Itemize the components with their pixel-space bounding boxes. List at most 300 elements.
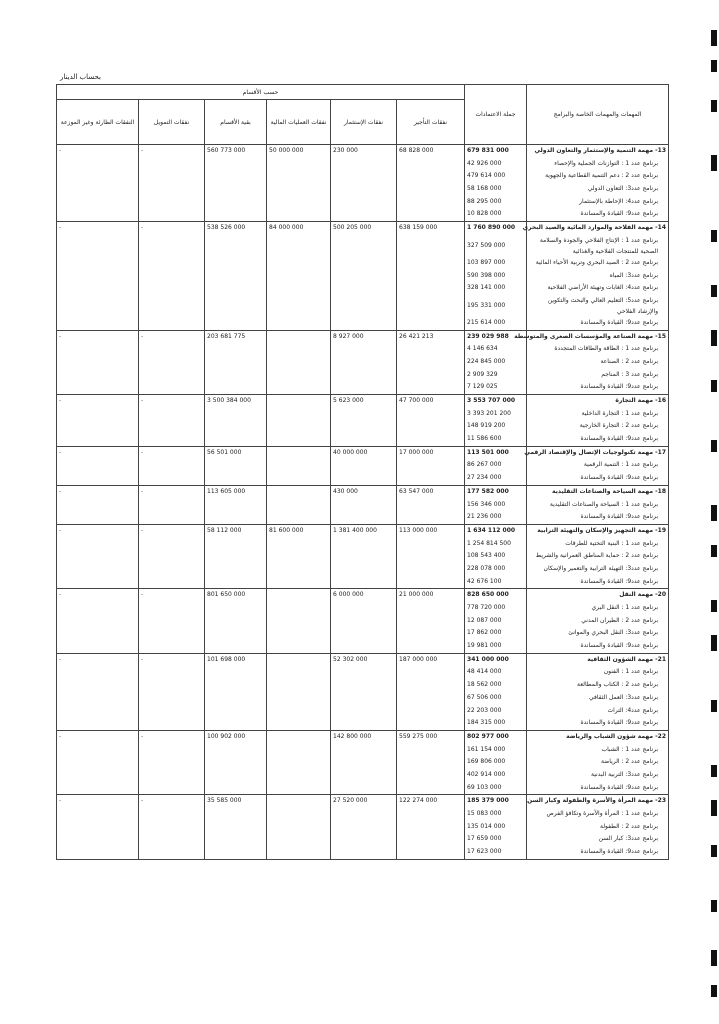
- other-sections-cell: [205, 730, 267, 794]
- program-label: برنامج عدد 1 : الشباب: [601, 745, 659, 753]
- emergency-cell: [57, 395, 139, 447]
- budget-body: [57, 145, 669, 860]
- header-total: جملة الاعتمادات: [465, 85, 527, 145]
- mission-title: [529, 486, 666, 499]
- emergency-cell-value: -: [59, 448, 62, 456]
- rent-cell: [397, 795, 465, 859]
- header-rent: نفقات التأجير: [397, 100, 465, 145]
- financial-ops-cell: [267, 145, 331, 222]
- binding-mark: [711, 800, 717, 816]
- rent-cell: [397, 730, 465, 794]
- emergency-cell-value: -: [59, 332, 62, 340]
- other-sections-cell-value: 560 773 000: [207, 147, 246, 154]
- total-cell: [465, 524, 527, 588]
- financing-cell: [139, 524, 205, 588]
- other-sections-cell: [205, 330, 267, 394]
- program-label: برنامج عدد3: التهيئة الترابية والتعمير والإسكان: [543, 564, 659, 572]
- program-label: برنامج عدد9: القيادة والمساندة: [580, 513, 659, 521]
- mission-row: [57, 330, 669, 394]
- financing-cell: [139, 795, 205, 859]
- financial-ops-cell: [267, 524, 331, 588]
- program-value: 17 623 000: [467, 848, 502, 856]
- mission-total: 1 760 890 000: [467, 224, 516, 232]
- program-label: برنامج عدد9: القيادة والمساندة: [580, 719, 659, 727]
- mission-title: [514, 331, 667, 344]
- invest-cell-value: 500 205 000: [333, 224, 372, 232]
- program-label: برنامج عدد9: القيادة والمساندة: [580, 642, 659, 650]
- emergency-cell: [57, 653, 139, 730]
- invest-cell: [331, 524, 397, 588]
- binding-marks: [705, 0, 719, 1024]
- mission-row: [57, 589, 669, 653]
- binding-mark: [711, 900, 717, 912]
- program-value: 2 909 329: [467, 370, 498, 378]
- program-label: برنامج عدد9: القيادة والمساندة: [580, 435, 659, 443]
- emergency-cell-value: -: [59, 147, 62, 154]
- program-label: برنامج عدد 2 : الصيد البحري وتربية الأحياء المائية: [535, 258, 659, 266]
- mission-number: 15-: [655, 332, 667, 340]
- mission-total: 239 029 988: [467, 332, 509, 340]
- mission-title-text: مهمة الشؤون الثقافية: [587, 655, 654, 663]
- header-invest: نفقات الإستثمار: [331, 100, 397, 145]
- emergency-cell: [57, 730, 139, 794]
- program-value: 148 919 200: [467, 422, 506, 430]
- invest-cell: [331, 222, 397, 330]
- financial-ops-cell: [267, 446, 331, 485]
- program-value: 42 676 100: [467, 577, 502, 585]
- financial-ops-cell-value: 50 000 000: [269, 147, 304, 154]
- binding-mark: [711, 285, 717, 297]
- mission-total: 177 582 000: [467, 487, 509, 495]
- mission-title-text: مهمة المرأة والأسرة والطفولة وكبار السن: [527, 797, 654, 805]
- program-label: برنامج عدد 1 : الطاقة والطاقات المتجددة: [554, 345, 659, 353]
- mission-number: 21-: [655, 655, 667, 663]
- program-value: 17 862 000: [467, 629, 502, 637]
- financial-ops-cell-value: 84 000 000: [269, 224, 304, 232]
- program-value: 479 614 000: [467, 172, 506, 180]
- financing-cell: [139, 446, 205, 485]
- total-cell: [465, 795, 527, 859]
- financing-cell: [139, 589, 205, 653]
- invest-cell-value: 6 000 000: [333, 591, 364, 599]
- financing-cell: [139, 485, 205, 524]
- mission-cell: [514, 330, 669, 394]
- program-value: 48 414 000: [467, 668, 502, 676]
- other-sections-cell-value: 3 500 384 000: [207, 397, 251, 404]
- mission-title: [529, 654, 666, 667]
- invest-cell-value: 5 623 000: [333, 397, 364, 404]
- program-label: برنامج عدد 1 : النقل البري: [591, 604, 659, 611]
- mission-row: [57, 653, 669, 730]
- invest-cell: [331, 330, 397, 394]
- financing-cell: [139, 330, 205, 394]
- mission-row: [57, 485, 669, 524]
- program-value: 161 154 000: [467, 745, 506, 753]
- other-sections-cell-value: 538 526 000: [207, 224, 246, 232]
- emergency-cell: [57, 330, 139, 394]
- financial-ops-cell-value: [269, 731, 328, 744]
- mission-title-text: مهمة شؤون الشباب والرياضة: [566, 732, 654, 740]
- program-label: برنامج عدد4: التراث: [607, 706, 659, 714]
- mission-total: 3 553 707 000: [467, 397, 516, 404]
- mission-title: [529, 589, 666, 602]
- program-label: برنامج عدد9: القيادة والمساندة: [580, 577, 659, 585]
- rent-cell: [397, 446, 465, 485]
- financial-ops-cell-value: [269, 331, 328, 344]
- mission-total: 1 634 112 000: [467, 526, 516, 534]
- other-sections-cell-value: 58 112 000: [207, 526, 242, 534]
- emergency-cell-value: -: [59, 732, 62, 740]
- mission-cell: [527, 395, 669, 447]
- invest-cell-value: 142 800 000: [333, 732, 372, 740]
- mission-number: 16-: [655, 397, 667, 404]
- program-value: 22 203 000: [467, 706, 502, 714]
- mission-cell: [527, 653, 669, 730]
- binding-mark: [711, 440, 717, 452]
- financial-ops-cell-value: 81 600 000: [269, 526, 304, 534]
- invest-cell-value: 230 000: [333, 147, 358, 154]
- mission-number: 18-: [655, 487, 667, 495]
- mission-row: [57, 795, 669, 859]
- rent-cell-value: 26 421 213: [399, 332, 434, 340]
- total-cell: [465, 395, 527, 447]
- binding-mark: [711, 985, 717, 997]
- binding-mark: [711, 950, 717, 966]
- invest-cell-value: 27 520 000: [333, 797, 368, 805]
- financial-ops-cell: [267, 395, 331, 447]
- other-sections-cell: [205, 589, 267, 653]
- binding-mark: [711, 845, 717, 857]
- mission-title: [529, 731, 666, 744]
- mission-title-text: مهمة تكنولوجيات الإتصال والإقتصاد الرقمي: [524, 448, 654, 456]
- program-label: برنامج عدد4: الغابات وتهيئة الأراضي الفلاحية: [547, 284, 659, 292]
- program-value: 327 509 000: [467, 241, 506, 249]
- financial-ops-cell: [267, 222, 331, 330]
- program-label: برنامج عدد 1 : الإنتاج الفلاحي والجودة والسلامة الصحية للمنتجات الفلاحية والغذائية: [539, 236, 659, 255]
- other-sections-cell-value: 203 681 775: [207, 332, 246, 340]
- other-sections-cell: [205, 395, 267, 447]
- binding-mark: [711, 635, 717, 651]
- other-sections-cell-value: 100 902 000: [207, 732, 246, 740]
- header-missions: المهمات والمهمات الخاصة والبرامج: [527, 85, 669, 145]
- mission-title-text: مهمة السياحة والصناعات التقليدية: [552, 487, 654, 495]
- mission-total: 802 977 000: [467, 732, 509, 740]
- rent-cell-value: 68 828 000: [399, 147, 434, 154]
- mission-cell: [527, 145, 669, 222]
- mission-cell: [527, 485, 669, 524]
- mission-number: 13-: [655, 147, 667, 154]
- emergency-cell-value: -: [59, 487, 62, 495]
- invest-cell-value: 52 302 000: [333, 655, 368, 663]
- program-value: 135 014 000: [467, 822, 506, 830]
- program-value: 88 295 000: [467, 197, 502, 205]
- program-label: برنامج عدد9: القيادة والمساندة: [580, 318, 659, 326]
- rent-cell: [397, 589, 465, 653]
- program-label: برنامج عدد 1 : التوازنات الجملية والإحصاء: [554, 159, 659, 167]
- financing-cell: [139, 395, 205, 447]
- mission-title-text: مهمة النقل: [619, 591, 654, 599]
- emergency-cell: [57, 485, 139, 524]
- total-cell: [465, 485, 527, 524]
- total-cell: [465, 446, 527, 485]
- invest-cell-value: 1 381 400 000: [333, 526, 377, 534]
- mission-total: 828 650 000: [467, 591, 509, 599]
- program-label: برنامج عدد3: المياه: [609, 271, 659, 279]
- financial-ops-cell-value: [269, 589, 328, 602]
- financial-ops-cell: [267, 730, 331, 794]
- program-value: 215 614 000: [467, 318, 506, 326]
- other-sections-cell-value: 35 585 000: [207, 797, 242, 805]
- other-sections-cell: [205, 795, 267, 859]
- program-value: 42 926 000: [467, 159, 502, 167]
- binding-mark: [711, 155, 717, 171]
- program-value: 402 914 000: [467, 770, 506, 778]
- program-value: 58 168 000: [467, 185, 502, 193]
- rent-cell-value: 47 700 000: [399, 397, 434, 404]
- rent-cell: [397, 485, 465, 524]
- financial-ops-cell-value: [269, 395, 328, 408]
- program-value: 3 393 201 200: [467, 409, 511, 417]
- program-label: برنامج عدد 2 : الكتاب والمطالعة: [577, 681, 659, 689]
- mission-title: [529, 145, 666, 158]
- financing-cell-value: -: [141, 797, 144, 805]
- invest-cell: [331, 589, 397, 653]
- mission-title-text: مهمة الصناعة والمؤسسات الصغرى والمتوسطة: [514, 332, 654, 340]
- financing-cell: [139, 145, 205, 222]
- invest-cell: [331, 653, 397, 730]
- mission-row: [57, 524, 669, 588]
- program-value: 195 331 000: [467, 301, 506, 309]
- rent-cell-value: 63 547 000: [399, 487, 434, 495]
- emergency-cell-value: -: [59, 655, 62, 663]
- program-label: برنامج عدد9: القيادة والمساندة: [580, 474, 659, 482]
- mission-row: [57, 145, 669, 222]
- mission-title: [529, 525, 666, 538]
- invest-cell: [331, 145, 397, 222]
- total-cell: [465, 589, 527, 653]
- program-value: 19 981 000: [467, 642, 502, 650]
- emergency-cell-value: -: [59, 797, 62, 805]
- other-sections-cell: [205, 446, 267, 485]
- mission-cell: [522, 222, 669, 330]
- financing-cell-value: -: [141, 224, 144, 232]
- program-label: برنامج عدد 1 : التنمية الرقمية: [583, 461, 659, 469]
- emergency-cell-value: -: [59, 591, 62, 599]
- binding-mark: [711, 100, 717, 112]
- other-sections-cell: [205, 145, 267, 222]
- binding-mark: [711, 505, 717, 521]
- header-financial-ops: نفقات العمليات المالية: [267, 100, 331, 145]
- rent-cell-value: 638 159 000: [399, 224, 438, 232]
- program-label: برنامج عدد9: القيادة والمساندة: [580, 383, 659, 391]
- program-value: 12 087 000: [467, 616, 502, 624]
- financial-ops-cell: [267, 653, 331, 730]
- mission-cell: [527, 730, 669, 794]
- binding-mark: [711, 700, 717, 712]
- financial-ops-cell-value: [269, 486, 328, 499]
- invest-cell-value: 40 000 000: [333, 448, 368, 456]
- financial-ops-cell: [267, 795, 331, 859]
- header-financing: نفقات التمويل: [139, 100, 205, 145]
- mission-number: 23-: [655, 797, 667, 805]
- emergency-cell-value: -: [59, 397, 62, 404]
- binding-mark: [711, 380, 717, 392]
- mission-total: 185 379 000: [467, 797, 509, 805]
- financing-cell: [139, 730, 205, 794]
- financing-cell: [139, 222, 205, 330]
- mission-number: 19-: [655, 526, 667, 534]
- financial-ops-cell-value: [269, 447, 328, 460]
- other-sections-cell: [205, 653, 267, 730]
- mission-cell: [527, 795, 669, 859]
- program-label: برنامج عدد 2 : الطيران المدني: [581, 616, 659, 624]
- invest-cell: [331, 395, 397, 447]
- program-value: 17 659 000: [467, 835, 502, 843]
- binding-mark: [711, 60, 717, 72]
- other-sections-cell: [205, 524, 267, 588]
- rent-cell-value: 187 000 000: [399, 655, 438, 663]
- binding-mark: [711, 30, 717, 46]
- binding-mark: [711, 330, 717, 346]
- financing-cell-value: -: [141, 397, 144, 404]
- program-label: برنامج عدد 1 : الفنون: [603, 668, 659, 676]
- binding-mark: [711, 230, 717, 242]
- mission-number: 22-: [655, 732, 667, 740]
- program-label: برنامج عدد3: النقل البحري والموانئ: [568, 629, 659, 637]
- invest-cell-value: 8 927 000: [333, 332, 364, 340]
- emergency-cell: [57, 795, 139, 859]
- invest-cell: [331, 795, 397, 859]
- invest-cell: [331, 730, 397, 794]
- program-value: 778 720 000: [467, 604, 506, 611]
- program-value: 15 083 000: [467, 810, 502, 817]
- financing-cell-value: -: [141, 655, 144, 663]
- total-cell: [465, 730, 527, 794]
- financing-cell: [139, 653, 205, 730]
- financial-ops-cell-value: [269, 654, 328, 667]
- emergency-cell: [57, 589, 139, 653]
- other-sections-cell-value: 113 605 000: [207, 487, 246, 495]
- total-cell: [465, 222, 527, 330]
- financial-ops-cell: [267, 589, 331, 653]
- other-sections-cell-value: 56 501 000: [207, 448, 242, 456]
- financial-ops-cell: [267, 330, 331, 394]
- other-sections-cell-value: 801 650 000: [207, 591, 246, 599]
- other-sections-cell-value: 101 698 000: [207, 655, 246, 663]
- program-label: برنامج عدد3: التعاون الدولي: [587, 185, 659, 193]
- mission-title: [522, 222, 667, 235]
- mission-row: [57, 730, 669, 794]
- program-label: برنامج عدد 2 : التجارة الخارجية: [579, 422, 659, 430]
- program-value: 328 141 000: [467, 284, 506, 292]
- program-value: 224 845 000: [467, 357, 506, 365]
- mission-row: [57, 222, 669, 330]
- mission-cell: [527, 524, 669, 588]
- program-label: برنامج عدد 2 : الرياضة: [600, 758, 659, 766]
- program-value: 67 506 000: [467, 693, 502, 701]
- emergency-cell: [57, 446, 139, 485]
- mission-title-text: مهمة الفلاحة والموارد المائية والصيد البحري: [522, 224, 654, 232]
- program-label: برنامج عدد 1 : التجارة الداخلية: [581, 409, 659, 417]
- emergency-cell-value: -: [59, 224, 62, 232]
- mission-number: 14-: [655, 224, 667, 232]
- mission-total: 113 501 000: [467, 448, 509, 456]
- program-value: 108 543 400: [467, 552, 506, 560]
- program-label: برنامج عدد4: الإحاطة بالإستثمار: [579, 197, 659, 205]
- program-value: 10 828 000: [467, 210, 502, 218]
- emergency-cell: [57, 145, 139, 222]
- program-label: برنامج عدد3: العمل الثقافي: [589, 693, 659, 701]
- binding-mark: [711, 600, 717, 612]
- program-value: 1 254 814 500: [467, 539, 511, 547]
- mission-title-text: مهمة التجارة: [615, 397, 654, 404]
- program-value: 18 562 000: [467, 681, 502, 689]
- financing-cell-value: -: [141, 332, 144, 340]
- invest-cell: [331, 446, 397, 485]
- program-label: برنامج عدد 2 : دعم التنمية القطاعية والجهوية: [545, 172, 659, 180]
- header-other-sections: بقية الأقسام: [205, 100, 267, 145]
- program-label: برنامج عدد9: القيادة والمساندة: [580, 783, 659, 791]
- rent-cell: [397, 653, 465, 730]
- program-label: برنامج عدد 1 : السياحة والصناعات التقليدية: [549, 500, 659, 508]
- program-value: 156 346 000: [467, 500, 506, 508]
- mission-title-text: مهمة التجهيز والإسكان والتهيئة الترابية: [537, 526, 654, 534]
- invest-cell: [331, 485, 397, 524]
- program-label: برنامج عدد 1 : المرأة والأسرة وتكافؤ الفرص: [546, 810, 659, 817]
- program-label: برنامج عدد 1 : البنية التحتية للطرقات: [565, 539, 659, 547]
- program-value: 7 129 025: [467, 383, 498, 391]
- program-label: برنامج عدد3: كبار السن: [598, 835, 659, 843]
- binding-mark: [711, 545, 717, 557]
- program-value: 103 897 000: [467, 258, 506, 266]
- program-value: 86 267 000: [467, 461, 502, 469]
- rent-cell: [397, 330, 465, 394]
- unit-label: بحساب الدينار: [60, 73, 101, 81]
- program-value: 4 146 634: [467, 345, 498, 353]
- program-label: برنامج عدد 2 : الطفولة: [599, 822, 659, 830]
- header-by-section: حسب الأقسام: [57, 85, 465, 100]
- program-value: 228 078 000: [467, 564, 506, 572]
- financing-cell-value: -: [141, 448, 144, 456]
- program-value: 21 236 000: [467, 513, 502, 521]
- mission-row: [57, 395, 669, 447]
- financing-cell-value: -: [141, 591, 144, 599]
- rent-cell-value: 559 275 000: [399, 732, 438, 740]
- program-label: برنامج عدد3: التربية البدنية: [591, 770, 659, 778]
- emergency-cell: [57, 524, 139, 588]
- other-sections-cell: [205, 485, 267, 524]
- program-value: 11 586 600: [467, 435, 502, 443]
- rent-cell-value: 17 000 000: [399, 448, 434, 456]
- financing-cell-value: -: [141, 732, 144, 740]
- program-label: برنامج عدد 2 : حماية المناطق العمرانية والشريط: [535, 552, 659, 560]
- total-cell: [465, 145, 527, 222]
- mission-total: 341 000 000: [467, 655, 509, 663]
- mission-title: [529, 795, 666, 808]
- mission-number: 17-: [655, 448, 667, 456]
- rent-cell-value: 122 274 000: [399, 797, 438, 805]
- mission-cell: [527, 589, 669, 653]
- program-label: برنامج عدد 2 : الصناعة: [600, 357, 659, 365]
- financial-ops-cell: [267, 485, 331, 524]
- financial-ops-cell-value: [269, 795, 328, 808]
- program-label: برنامج عدد9: القيادة والمساندة: [580, 210, 659, 218]
- rent-cell: [397, 222, 465, 330]
- program-value: 27 234 000: [467, 474, 502, 482]
- mission-number: 20-: [655, 591, 667, 599]
- financing-cell-value: -: [141, 147, 144, 154]
- program-label: برنامج عدد9: القيادة والمساندة: [580, 848, 659, 856]
